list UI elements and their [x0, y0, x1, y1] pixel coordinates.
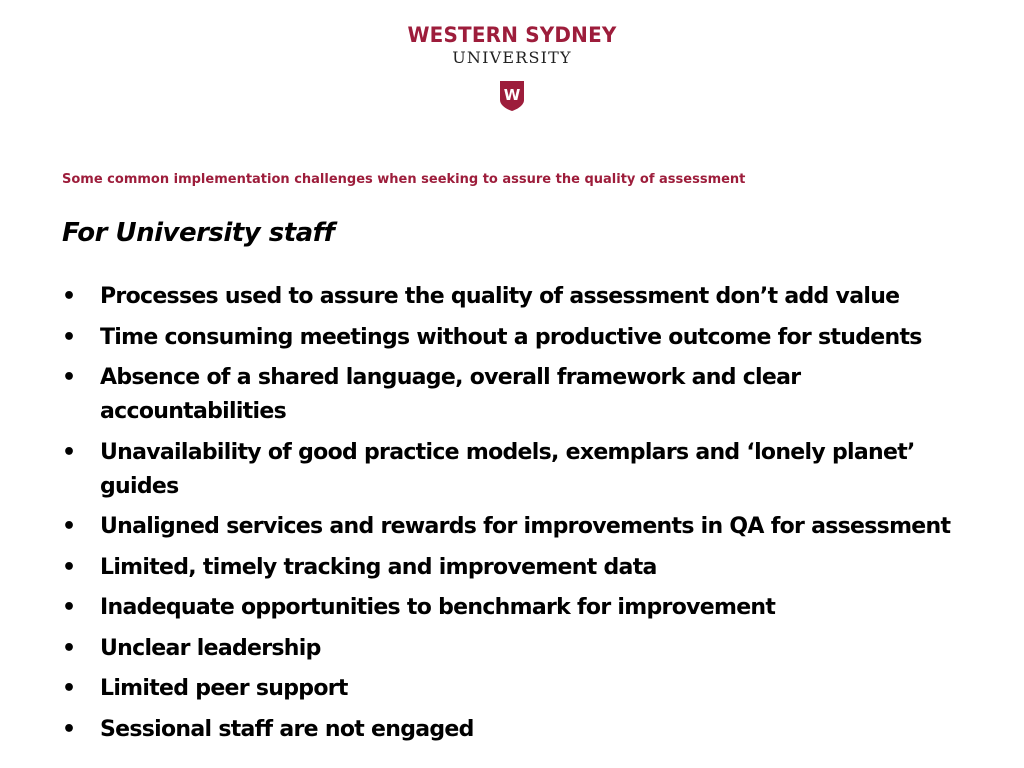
slide-heading: For University staff [62, 218, 335, 248]
list-item-text: Inadequate opportunities to benchmark for improvement [100, 595, 776, 620]
list-item [62, 632, 962, 666]
challenge-list [62, 280, 962, 753]
logo-wordmark-line1: WESTERN SYDNEY [407, 23, 617, 47]
list-item [62, 510, 962, 544]
list-item-text: Unclear leadership [100, 635, 321, 661]
list-item [62, 591, 962, 625]
list-item [62, 672, 962, 706]
list-item-text: Processes used to assure the quality of assessment don’t add value [100, 284, 900, 309]
bullet-icon: • [62, 439, 76, 465]
list-item-text: Unavailability of good practice models, exemplars and ‘lonely planet’ guides [100, 439, 915, 499]
university-logo [0, 22, 1024, 112]
list-item [62, 713, 962, 747]
bullet-icon: • [62, 554, 76, 580]
list-item-text: Limited, timely tracking and improvement data [100, 554, 657, 580]
shield-emblem-letter: W [503, 86, 521, 104]
bullet-icon: • [62, 365, 76, 390]
list-item [62, 551, 962, 585]
bullet-icon: • [62, 514, 76, 539]
list-item-text: Absence of a shared language, overall framework and clear accountabilities [100, 365, 801, 424]
bullet-icon: • [62, 324, 76, 350]
list-item-text: Limited peer support [100, 676, 348, 701]
list-item [62, 321, 962, 355]
slide-subtitle: Some common implementation challenges when seeking to assure the quality of assessment [62, 172, 746, 187]
shield-emblem-icon [499, 80, 525, 112]
list-item [62, 280, 962, 314]
bullet-icon: • [62, 716, 76, 742]
list-item-text: Unaligned services and rewards for improvements in QA for assessment [100, 514, 951, 539]
bullet-icon: • [62, 595, 76, 620]
logo-wordmark-line2: UNIVERSITY [452, 48, 572, 67]
bullet-icon: • [62, 635, 76, 661]
bullet-icon: • [62, 676, 76, 701]
bullet-icon: • [62, 284, 76, 309]
list-item-text: Sessional staff are not engaged [100, 716, 474, 742]
list-item [62, 361, 962, 429]
list-item-text: Time consuming meetings without a productive outcome for students [100, 324, 922, 350]
list-item [62, 436, 962, 504]
